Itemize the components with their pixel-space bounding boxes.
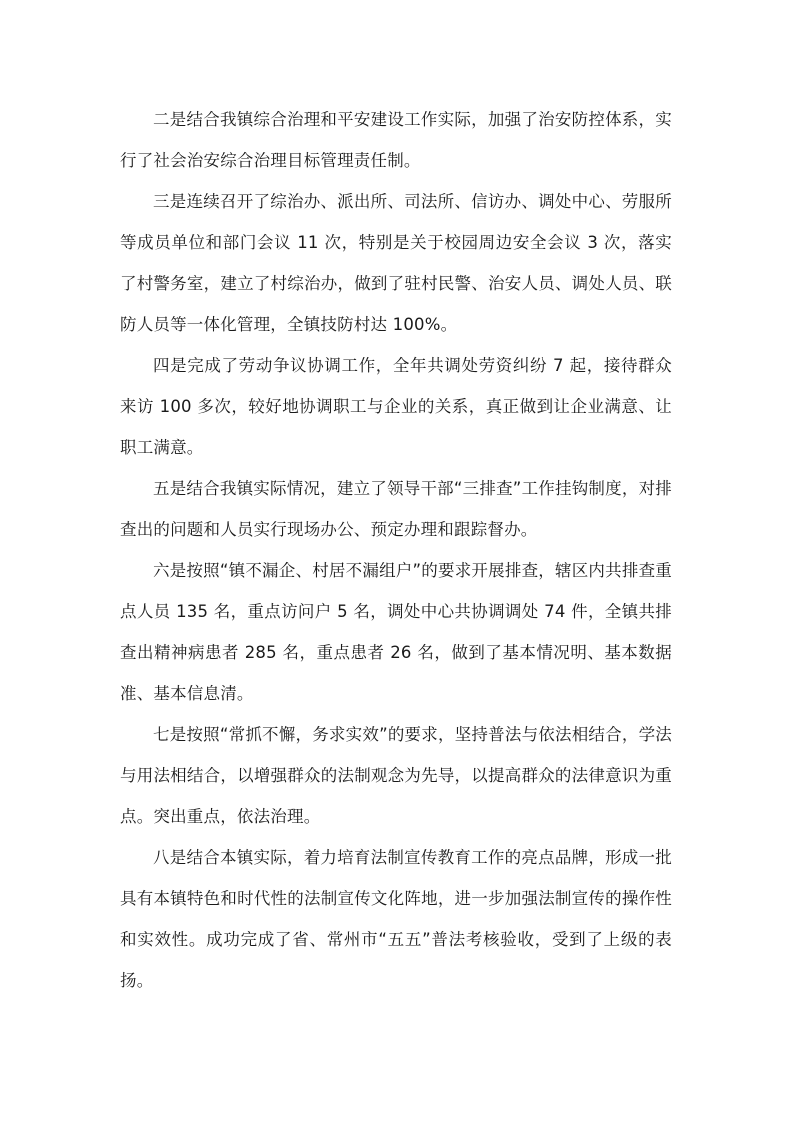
paragraph-8: 八是结合本镇实际，着力培育法制宣传教育工作的亮点品牌，形成一批具有本镇特色和时代性的法制宣传文化阵地，进一步加强法制宣传的操作性和实效性。成功完成了省、常州市“五五”普法考核验收，受到了上级的表扬。 [120, 848, 672, 990]
paragraph-7: 七是按照“常抓不懈，务求实效”的要求，坚持普法与依法相结合，学法与用法相结合，以增强群众的法制观念为先导，以提高群众的法律意识为重点。突出重点，依法治理。 [120, 725, 672, 826]
paragraph-6: 六是按照“镇不漏企、村居不漏组户”的要求开展排查，辖区内共排查重点人员 135 名，重点访问户 5 名，调处中心共协调调处 74 件，全镇共排查出精神病患者 285 名，重点患者 26 名，做到了基本情况明、基本数据准、基本信息清。 [120, 561, 672, 703]
paragraph-2: 二是结合我镇综合治理和平安建设工作实际，加强了治安防控体系，实行了社会治安综合治理目标管理责任制。 [120, 110, 672, 170]
paragraph-4: 四是完成了劳动争议协调工作，全年共调处劳资纠纷 7 起，接待群众来访 100 多次，较好地协调职工与企业的关系，真正做到让企业满意、让职工满意。 [120, 356, 672, 457]
document-body [120, 99, 672, 1001]
paragraph-5: 五是结合我镇实际情况，建立了领导干部“三排查”工作挂钩制度，对排查出的问题和人员实行现场办公、预定办理和跟踪督办。 [120, 479, 672, 539]
paragraph-3: 三是连续召开了综治办、派出所、司法所、信访办、调处中心、劳服所等成员单位和部门会议 11 次，特别是关于校园周边安全会议 3 次，落实了村警务室，建立了村综治办，做到了驻村民警、治安人员、调处人员、联防人员等一体化管理，全镇技防村达 100%。 [120, 192, 672, 334]
